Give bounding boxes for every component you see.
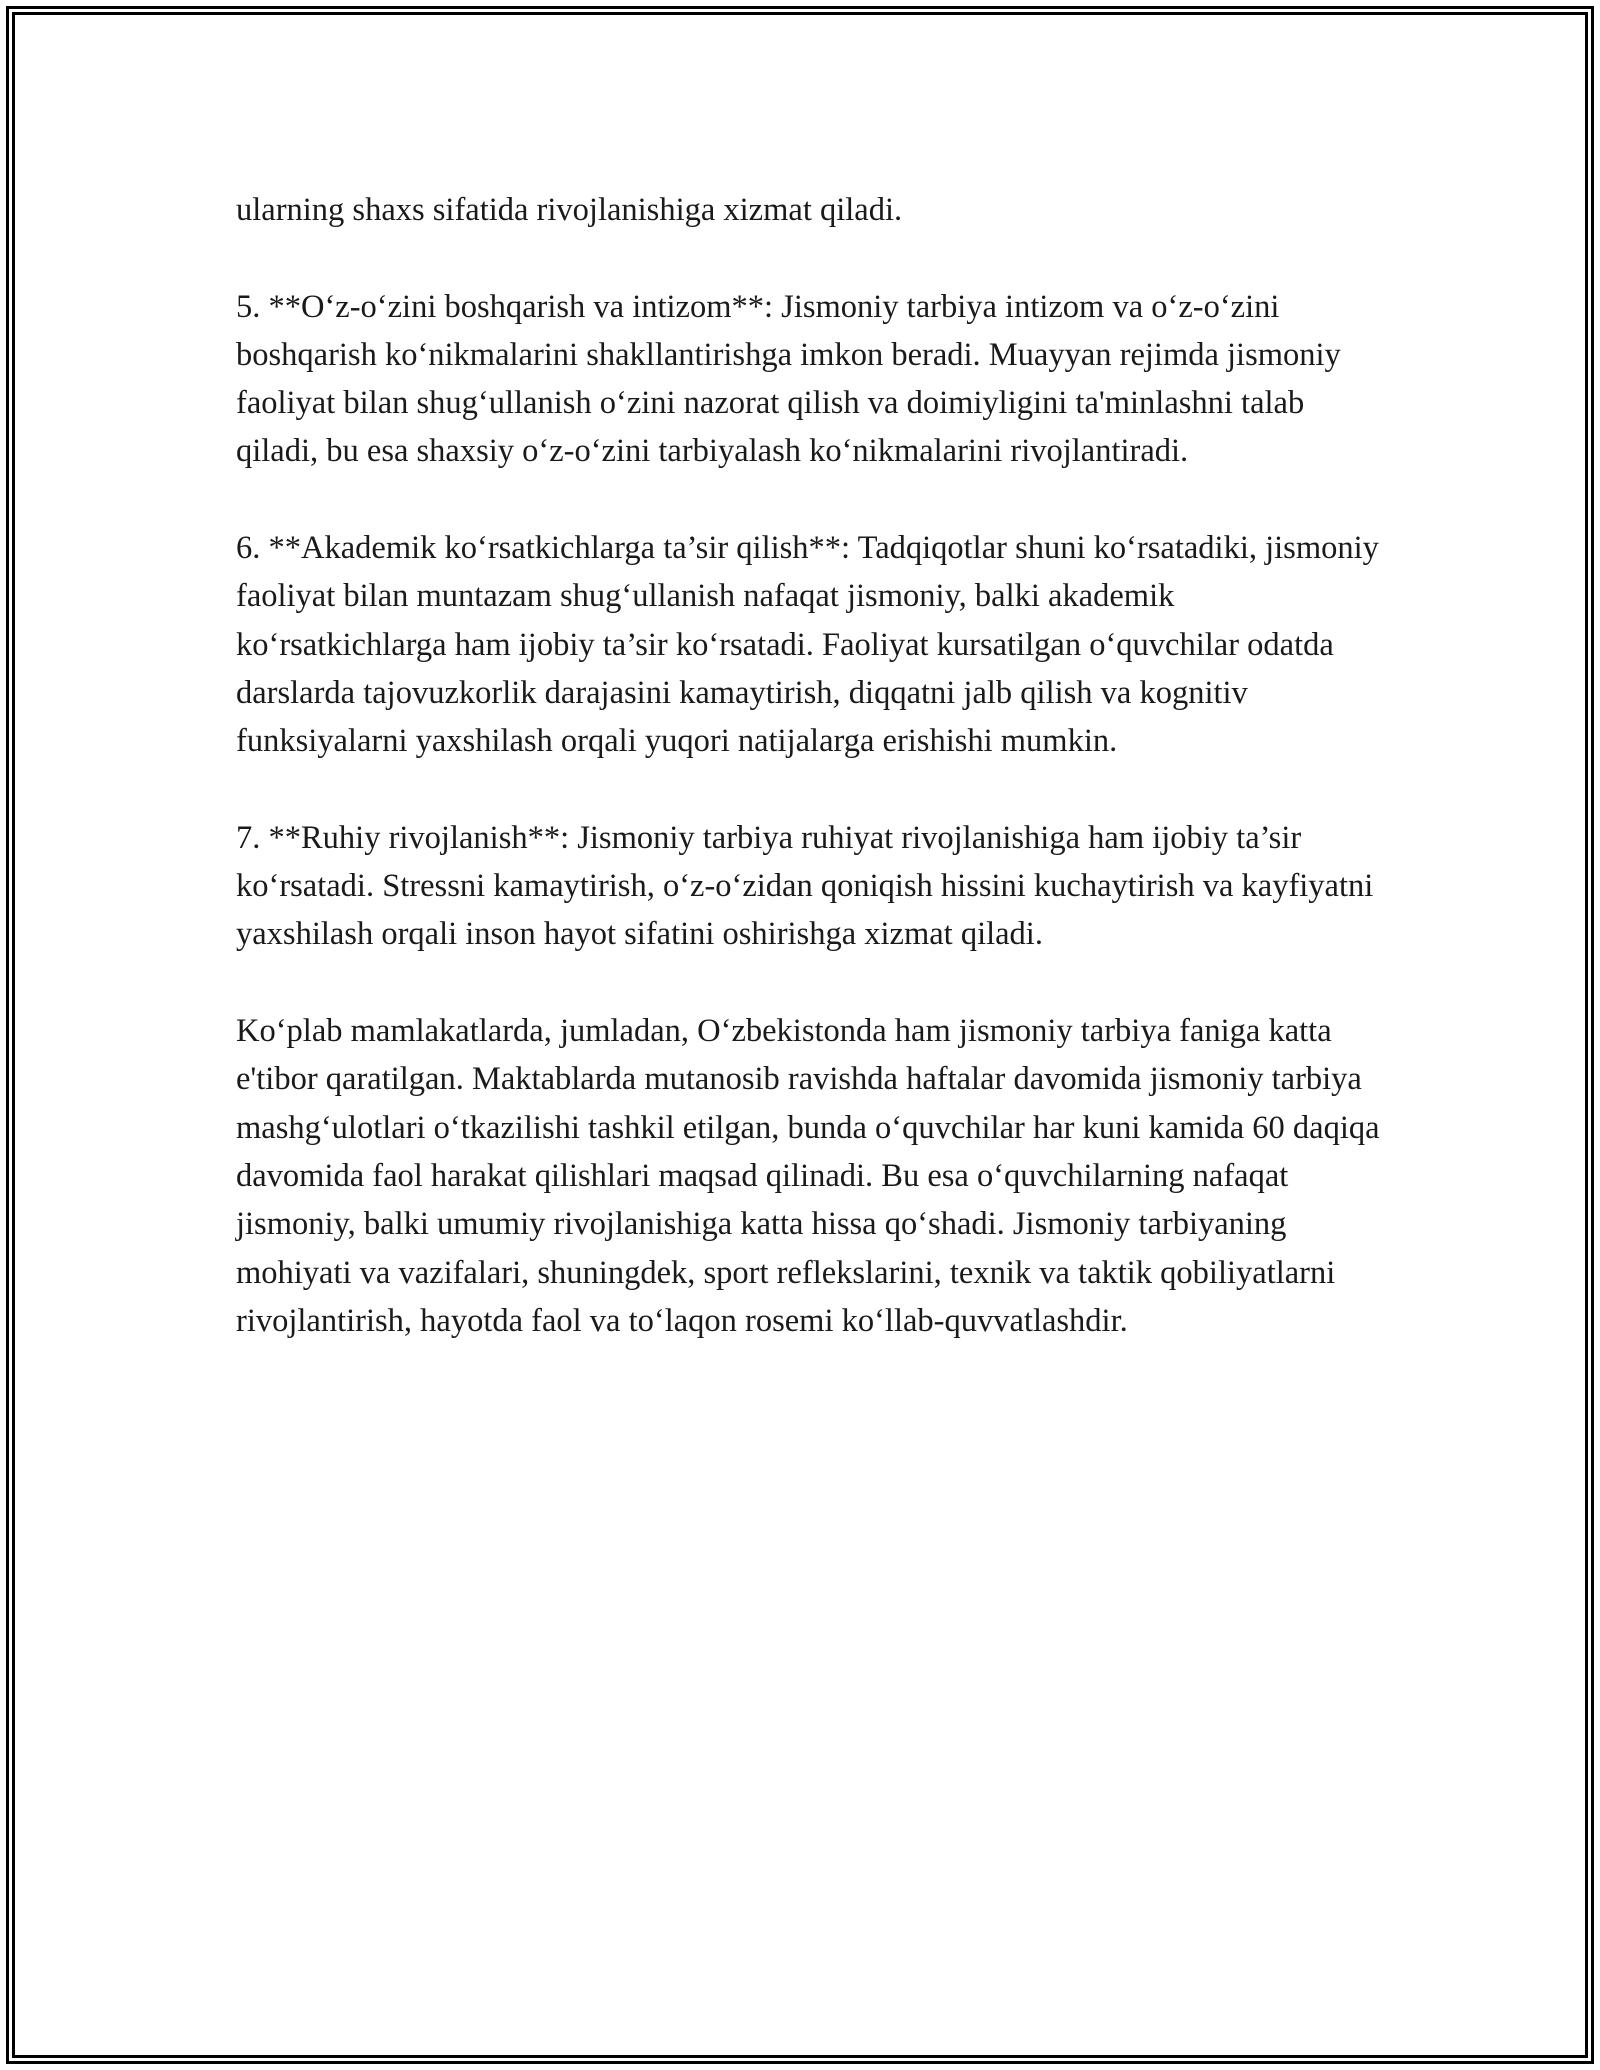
paragraph-continuation: ularning shaxs sifatida rivojlanishiga xizmat qiladi. [236, 192, 903, 228]
paragraph-item-7-mental-development: 7. **Ruhiy rivojlanish**: Jismoniy tarbiya ruhiyat rivojlanishiga ham ijobiy ta’sir ko‘rsatadi. Stressni kamaytirish, o‘z-o‘zidan qoniqish hissini kuchaytirish va kayfiyatni yaxshilash orqali inson hayot sifatini oshirishga xizmat qiladi. [236, 819, 1374, 953]
paragraph-uzbekistan-conclusion: Ko‘plab mamlakatlarda, jumladan, O‘zbekistonda ham jismoniy tarbiya faniga katta e'tibor qaratilgan. Maktablarda mutanosib ravishda haftalar davomida jismoniy tarbiya mashg‘ulotlari o‘tkazilishi tashkil etilgan, bunda o‘quvchilar har kuni kamida 60 daqiqa davomida faol harakat qilishlari maqsad qilinadi. Bu esa o‘quvchilarning nafaqat jismoniy, balki umumiy rivojlanishiga katta hissa qo‘shadi. Jismoniy tarbiyaning mohiyati va vazifalari, shuningdek, sport reflekslarini, texnik va taktik qobiliyatlarni rivojlantirish, hayotda faol va to‘laqon rosemi ko‘llab-quvvatlashdir. [236, 1013, 1380, 1339]
document-body [236, 186, 1386, 1393]
paragraph-item-5-self-discipline: 5. **O‘z-o‘zini boshqarish va intizom**: Jismoniy tarbiya intizom va o‘z-o‘zini boshqarish ko‘nikmalarini shakllantirishga imkon beradi. Muayyan rejimda jismoniy faoliyat bilan shug‘ullanish o‘zini nazorat qilish va doimiyligini ta'minlashni talab qiladi, bu esa shaxsiy o‘z-o‘zini tarbiyalash ko‘nikmalarini rivojlantiradi. [236, 288, 1341, 470]
paragraph-item-6-academic-performance: 6. **Akademik ko‘rsatkichlarga ta’sir qilish**: Tadqiqotlar shuni ko‘rsatadiki, jismoniy faoliyat bilan muntazam shug‘ullanish nafaqat jismoniy, balki akademik ko‘rsatkichlarga ham ijobiy ta’sir ko‘rsatadi. Faoliyat kursatilgan o‘quvchilar odatda darslarda tajovuzkorlik darajasini kamaytirish, diqqatni jalb qilish va kognitiv funksiyalarni yaxshilash orqali yuqori natijalarga erishishi mumkin. [236, 530, 1379, 760]
